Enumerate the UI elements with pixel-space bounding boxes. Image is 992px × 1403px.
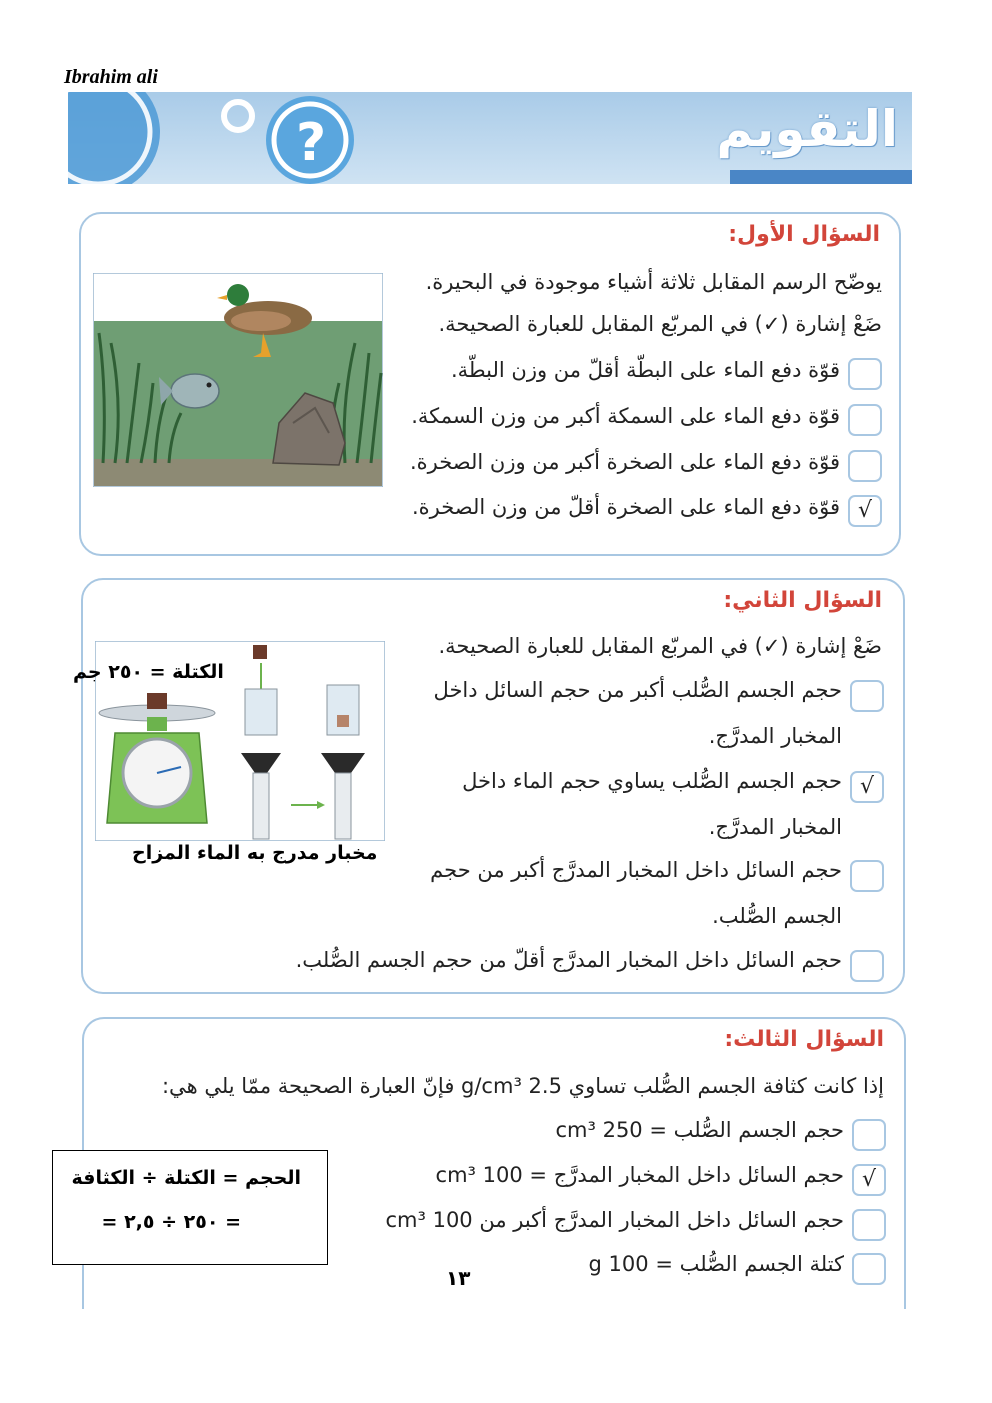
question-2-intro: ضَعْ إشارة (✓) في المربّع المقابل للعبارة الصحيحة. bbox=[438, 634, 882, 658]
q3-option-2-text: حجم السائل داخل المخبار المدرَّج = 100 cm³ bbox=[435, 1163, 844, 1187]
question-bubbles-icon bbox=[68, 92, 368, 184]
q1-option-1-checkbox[interactable] bbox=[848, 358, 882, 390]
question-1-intro-1: يوضّح الرسم المقابل ثلاثة أشياء موجودة في البحيرة. bbox=[425, 270, 882, 294]
q1-option-2-text: قوّة دفع الماء على السمكة أكبر من وزن السمكة. bbox=[411, 404, 840, 428]
question-3-title: السؤال الثالث: bbox=[724, 1027, 884, 1052]
q1-option-4-text: قوّة دفع الماء على الصخرة أقلّ من وزن الصخرة. bbox=[411, 495, 840, 519]
q2-option-4-checkbox[interactable] bbox=[850, 950, 884, 982]
banner-title: التقويم bbox=[716, 100, 898, 158]
calculation-box bbox=[52, 1150, 328, 1265]
q2-option-2-line-1: حجم الجسم الصُّلب يساوي حجم الماء داخل bbox=[462, 769, 842, 793]
q2-option-2-line-2: المخبار المدرَّج. bbox=[708, 815, 842, 839]
q2-option-1-line-2: المخبار المدرَّج. bbox=[708, 724, 842, 748]
page-number: ١٣ bbox=[446, 1266, 471, 1290]
calc-line-1: الحجم = الكتلة ÷ الكثافة bbox=[71, 1167, 301, 1189]
q3-option-4-text: كتلة الجسم الصُّلب = 100 g bbox=[588, 1252, 844, 1276]
question-1-title: السؤال الأول: bbox=[728, 222, 880, 247]
mass-note: الكتلة = ٢٥٠ جم bbox=[73, 661, 224, 683]
q1-option-4-checkbox[interactable]: √ bbox=[848, 495, 882, 527]
cylinder-note: مخبار مدرج به الماء المزاح bbox=[132, 842, 378, 864]
q3-option-1-text: حجم الجسم الصُّلب = 250 cm³ bbox=[555, 1118, 844, 1142]
question-2-title: السؤال الثاني: bbox=[723, 588, 882, 613]
svg-text:?: ? bbox=[296, 113, 327, 173]
banner-accent-bar bbox=[730, 170, 912, 184]
author-name: Ibrahim ali bbox=[64, 66, 158, 88]
q1-option-3-text: قوّة دفع الماء على الصخرة أكبر من وزن الصخرة. bbox=[409, 450, 840, 474]
q2-option-1-line-1: حجم الجسم الصُّلب أكبر من حجم السائل داخل bbox=[433, 678, 842, 702]
q3-option-1-checkbox[interactable] bbox=[852, 1119, 886, 1151]
q1-option-1-text: قوّة دفع الماء على البطّة أقلّ من وزن البطّة. bbox=[451, 358, 840, 382]
question-1-intro-2: ضَعْ إشارة (✓) في المربّع المقابل للعبارة الصحيحة. bbox=[438, 312, 882, 336]
q1-option-3-checkbox[interactable] bbox=[848, 450, 882, 482]
q2-option-3-line-2: الجسم الصُّلب. bbox=[712, 904, 842, 928]
scale-icon bbox=[99, 693, 215, 823]
q2-option-3-line-1: حجم السائل داخل المخبار المدرَّج أكبر من حجم bbox=[430, 858, 842, 882]
calc-line-2: = ٢٥٠ ÷ ٢,٥ = bbox=[101, 1211, 241, 1233]
q2-option-4-text: حجم السائل داخل المخبار المدرَّج أقلّ من حجم الجسم الصُّلب. bbox=[295, 948, 842, 972]
q3-option-3-checkbox[interactable] bbox=[852, 1209, 886, 1241]
q1-option-2-checkbox[interactable] bbox=[848, 404, 882, 436]
question-3-intro: إذا كانت كثافة الجسم الصُّلب تساوي 2.5 g/cm³ فإنّ العبارة الصحيحة ممّا يلي هي: bbox=[161, 1074, 884, 1098]
q2-option-3-checkbox[interactable] bbox=[850, 860, 884, 892]
lake-illustration bbox=[93, 273, 383, 487]
q3-option-4-checkbox[interactable] bbox=[852, 1253, 886, 1285]
q3-option-3-text: حجم السائل داخل المخبار المدرَّج أكبر من 100 cm³ bbox=[385, 1208, 844, 1232]
q3-option-2-checkbox[interactable]: √ bbox=[852, 1164, 886, 1196]
q2-option-1-checkbox[interactable] bbox=[850, 680, 884, 712]
q2-option-2-checkbox[interactable]: √ bbox=[850, 771, 884, 803]
